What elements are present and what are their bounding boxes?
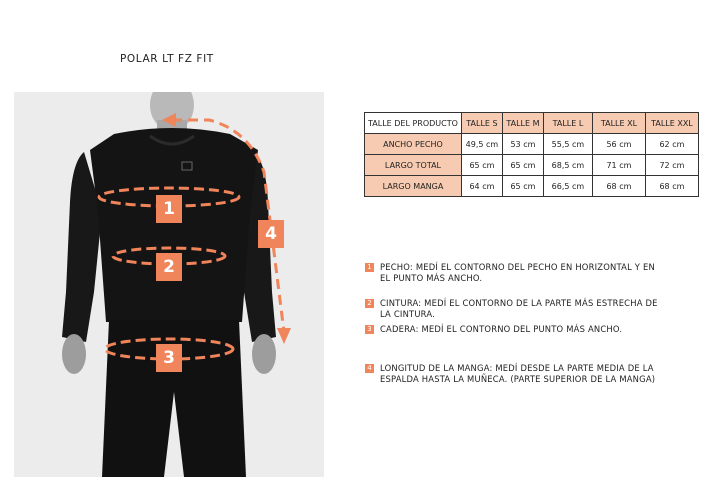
table-cell: 53 cm <box>502 134 543 155</box>
note-hip <box>365 324 665 335</box>
note-waist <box>365 298 665 320</box>
table-cell: 68,5 cm <box>543 155 592 176</box>
badge-3: 3 <box>156 344 182 372</box>
note-number: 3 <box>365 325 374 334</box>
row-label: LARGO MANGA <box>365 176 462 197</box>
table-cell: 62 cm <box>645 134 698 155</box>
table-row <box>365 155 699 176</box>
model-illustration <box>14 92 324 477</box>
table-cell: 72 cm <box>645 155 698 176</box>
table-cell: 68 cm <box>645 176 698 197</box>
table-cell: 65 cm <box>502 176 543 197</box>
note-sleeve <box>365 363 665 385</box>
note-chest <box>365 262 665 284</box>
col-header: TALLE L <box>543 113 592 134</box>
table-cell: 56 cm <box>592 134 645 155</box>
table-cell: 68 cm <box>592 176 645 197</box>
table-cell: 65 cm <box>461 155 502 176</box>
table-cell: 55,5 cm <box>543 134 592 155</box>
note-text: LONGITUD DE LA MANGA: MEDÍ DESDE LA PARTE MEDIA DE LA ESPALDA HASTA LA MUÑECA. (PARTE SUPERIOR DE LA MANGA) <box>380 363 656 384</box>
table-cell: 49,5 cm <box>461 134 502 155</box>
badge-4: 4 <box>258 220 284 248</box>
size-table <box>364 112 699 197</box>
table-corner-label: TALLE DEL PRODUCTO <box>365 113 462 134</box>
col-header: TALLE M <box>502 113 543 134</box>
size-table-header <box>365 113 699 134</box>
col-header: TALLE S <box>461 113 502 134</box>
badge-1: 1 <box>156 195 182 223</box>
note-number: 2 <box>365 299 374 308</box>
table-row <box>365 176 699 197</box>
note-text: CINTURA: MEDÍ EL CONTORNO DE LA PARTE MÁS ESTRECHA DE LA CINTURA. <box>380 298 658 319</box>
row-label: LARGO TOTAL <box>365 155 462 176</box>
table-cell: 71 cm <box>592 155 645 176</box>
product-title: POLAR LT FZ FIT <box>120 53 214 65</box>
col-header: TALLE XXL <box>645 113 698 134</box>
col-header: TALLE XL <box>592 113 645 134</box>
table-row <box>365 134 699 155</box>
table-cell: 66,5 cm <box>543 176 592 197</box>
note-number: 4 <box>365 364 374 373</box>
table-cell: 64 cm <box>461 176 502 197</box>
row-label: ANCHO PECHO <box>365 134 462 155</box>
table-cell: 65 cm <box>502 155 543 176</box>
note-number: 1 <box>365 263 374 272</box>
note-text: CADERA: MEDÍ EL CONTORNO DEL PUNTO MÁS ANCHO. <box>380 324 623 334</box>
badge-2: 2 <box>156 253 182 281</box>
model-photo <box>14 92 324 477</box>
note-text: PECHO: MEDÍ EL CONTORNO DEL PECHO EN HORIZONTAL Y EN EL PUNTO MÁS ANCHO. <box>380 262 655 283</box>
